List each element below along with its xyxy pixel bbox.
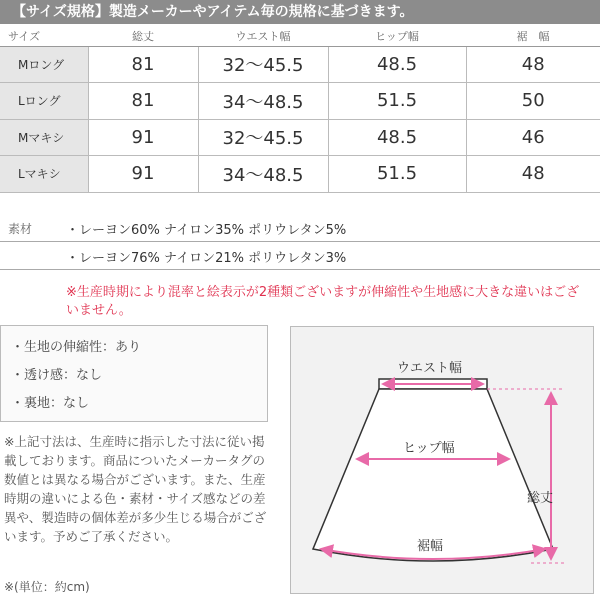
spec-stretch: ・生地の伸縮性：あり bbox=[11, 340, 142, 355]
table-row bbox=[0, 119, 600, 156]
header-hip: ヒップ幅 bbox=[328, 26, 466, 46]
row-label: Lロング bbox=[0, 83, 88, 120]
cell-hip: 51.5 bbox=[328, 156, 466, 193]
table-row bbox=[0, 156, 600, 193]
material-row bbox=[0, 214, 600, 242]
material-label: 素材 bbox=[8, 222, 33, 236]
page-title: 【サイズ規格】製造メーカーやアイテム毎の規格に基づきます。 bbox=[0, 0, 600, 24]
cell-waist: 32〜45.5 bbox=[198, 46, 328, 83]
cell-length: 81 bbox=[88, 83, 198, 120]
row-label: Mロング bbox=[0, 46, 88, 83]
cell-hip: 48.5 bbox=[328, 46, 466, 83]
cell-hem: 46 bbox=[466, 119, 600, 156]
skirt-measurement-diagram bbox=[290, 326, 594, 594]
material-warning: ※生産時期により混率と絵表示が2種類ございますが伸縮性や生地感に大きな違いはございません。 bbox=[66, 285, 580, 318]
cell-waist: 32〜45.5 bbox=[198, 119, 328, 156]
table-row bbox=[0, 83, 600, 120]
cell-hip: 48.5 bbox=[328, 119, 466, 156]
material-row bbox=[0, 242, 600, 270]
cell-hem: 50 bbox=[466, 83, 600, 120]
unit-note: ※(単位：約cm) bbox=[4, 580, 90, 594]
size-table-header bbox=[0, 26, 600, 46]
table-row bbox=[0, 46, 600, 83]
cell-waist: 34〜48.5 bbox=[198, 83, 328, 120]
header-length: 総丈 bbox=[88, 26, 198, 46]
fabric-spec-box bbox=[0, 325, 268, 422]
diagram-waist-label: ウエスト幅 bbox=[397, 361, 463, 376]
size-disclaimer: ※上記寸法は、生産時に指示した寸法に従い掲載しております。商品についたメーカータグの数値とは異なる場合がございます。また、生産時期の違いによる色・素材・サイズ感などの差異や、製造時の個体差が多少生じる場合がございます。予めご了承ください。 bbox=[4, 434, 267, 544]
row-label: Mマキシ bbox=[0, 119, 88, 156]
size-table bbox=[0, 26, 600, 193]
header-waist: ウエスト幅 bbox=[198, 26, 328, 46]
header-hem: 裾 幅 bbox=[466, 26, 600, 46]
row-label: Lマキシ bbox=[0, 156, 88, 193]
diagram-hem-label: 裾幅 bbox=[417, 539, 444, 554]
cell-length: 91 bbox=[88, 119, 198, 156]
cell-hem: 48 bbox=[466, 46, 600, 83]
cell-hip: 51.5 bbox=[328, 83, 466, 120]
material-composition: ・レーヨン76% ナイロン21% ポリウレタン3% bbox=[66, 251, 347, 266]
diagram-hip-label: ヒップ幅 bbox=[403, 441, 455, 456]
diagram-length-label: 総丈 bbox=[527, 491, 554, 506]
material-composition: ・レーヨン60% ナイロン35% ポリウレタン5% bbox=[66, 223, 347, 238]
cell-length: 91 bbox=[88, 156, 198, 193]
cell-length: 81 bbox=[88, 46, 198, 83]
header-size: サイズ bbox=[0, 26, 88, 46]
spec-lining: ・裏地：なし bbox=[11, 396, 90, 411]
spec-sheerness: ・透け感：なし bbox=[11, 368, 103, 383]
cell-waist: 34〜48.5 bbox=[198, 156, 328, 193]
cell-hem: 48 bbox=[466, 156, 600, 193]
materials-section bbox=[0, 214, 600, 270]
